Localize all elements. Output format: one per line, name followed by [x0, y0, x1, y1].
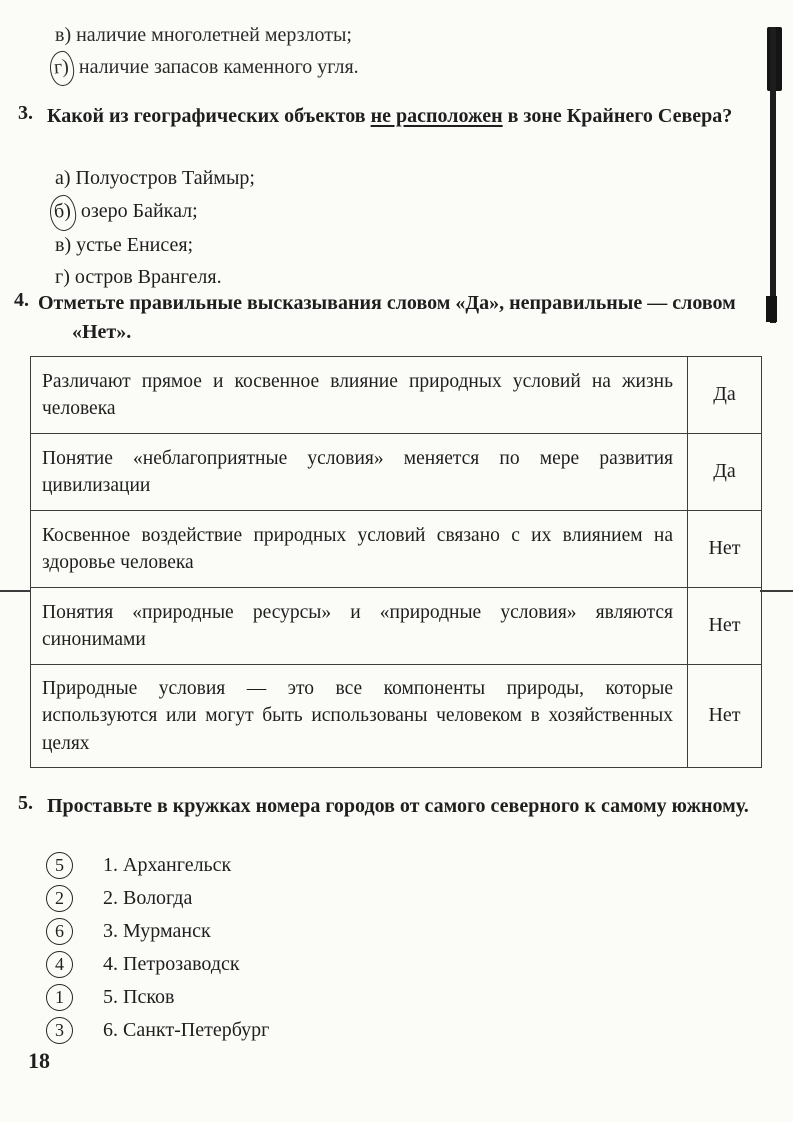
- option-g-text: наличие запасов каменного угля.: [78, 56, 359, 78]
- city-label: 3. Мурманск: [103, 920, 211, 942]
- statement-cell: Природные условия — это все компоненты природы, которые используются или могут быть использованы человеком в хозяйственных целях: [31, 665, 688, 768]
- option-b: [55, 195, 255, 231]
- statement-cell: Различают прямое и косвенное влияние природных условий на жизнь человека: [31, 357, 688, 434]
- list-item: [46, 1014, 269, 1047]
- list-item: [46, 915, 269, 948]
- list-item: [46, 948, 269, 981]
- question3-text-before: Какой из географических объектов: [47, 105, 371, 127]
- question5-number: 5.: [18, 792, 33, 814]
- table-row: [31, 434, 762, 511]
- answer-circle-mark: б): [49, 194, 77, 231]
- list-item: [46, 882, 269, 915]
- answer-circle: 4: [46, 951, 73, 978]
- page-number: 18: [28, 1048, 50, 1073]
- option-v-text: устье Енисея;: [71, 234, 194, 256]
- option-a-text: Полуостров Таймыр;: [70, 167, 255, 189]
- city-label: 2. Вологда: [103, 887, 193, 909]
- city-label: 5. Псков: [103, 986, 175, 1008]
- question3-text: [47, 102, 769, 130]
- answer-cell: Нет: [688, 511, 762, 588]
- question3-number: 3.: [18, 102, 33, 124]
- answer-circle: 5: [46, 852, 73, 879]
- list-item: [46, 849, 269, 882]
- answer-circle: 3: [46, 1017, 73, 1044]
- answer-cell: Да: [688, 357, 762, 434]
- option-a: [55, 163, 255, 195]
- option-g: [55, 51, 359, 86]
- statement-cell: Понятия «природные ресурсы» и «природные условия» являются синонимами: [31, 588, 688, 665]
- statement-cell: Понятие «неблагоприятные условия» меняется по мере развития цивилизации: [31, 434, 688, 511]
- question3-text-after: в зоне Крайнего Севера?: [502, 105, 733, 127]
- table-row: [31, 665, 762, 768]
- statement-cell: Косвенное воздействие природных условий связано с их влиянием на здоровье человека: [31, 511, 688, 588]
- question2-options: [55, 20, 359, 86]
- option-v: в) наличие многолетней мерзлоты;: [55, 24, 352, 46]
- answer-circle: 6: [46, 918, 73, 945]
- city-list: [46, 849, 269, 1047]
- city-label: 4. Петрозаводск: [103, 953, 240, 975]
- option-g-text: остров Врангеля.: [69, 265, 222, 288]
- option-a-label: а): [55, 167, 71, 189]
- city-label: 1. Архангельск: [103, 854, 232, 876]
- table-row: [31, 357, 762, 434]
- option-g-label: г): [55, 265, 70, 288]
- answer-cell: Да: [688, 434, 762, 511]
- answer-circle: 1: [46, 984, 73, 1011]
- question5-text: Проставьте в кружках номера городов от самого северного к самому южному.: [47, 795, 749, 817]
- table-row: [31, 588, 762, 665]
- question4-number: 4.: [14, 289, 29, 311]
- statements-table: [30, 356, 762, 768]
- city-label: 6. Санкт-Петербург: [103, 1019, 270, 1041]
- answer-cell: Нет: [688, 588, 762, 665]
- table-row: [31, 511, 762, 588]
- question3-underlined: не расположен: [370, 105, 503, 127]
- answer-circle-mark: г): [49, 50, 75, 87]
- question4-text: Отметьте правильные высказывания словом «Да», неправильные — словом «Нет».: [38, 292, 736, 343]
- list-item: [46, 981, 269, 1014]
- question3-options: [55, 163, 255, 293]
- option-v-label: в): [55, 234, 72, 256]
- answer-circle: 2: [46, 885, 73, 912]
- option-b-text: озеро Байкал;: [75, 199, 198, 222]
- answer-cell: Нет: [688, 665, 762, 768]
- option-v: [55, 230, 255, 262]
